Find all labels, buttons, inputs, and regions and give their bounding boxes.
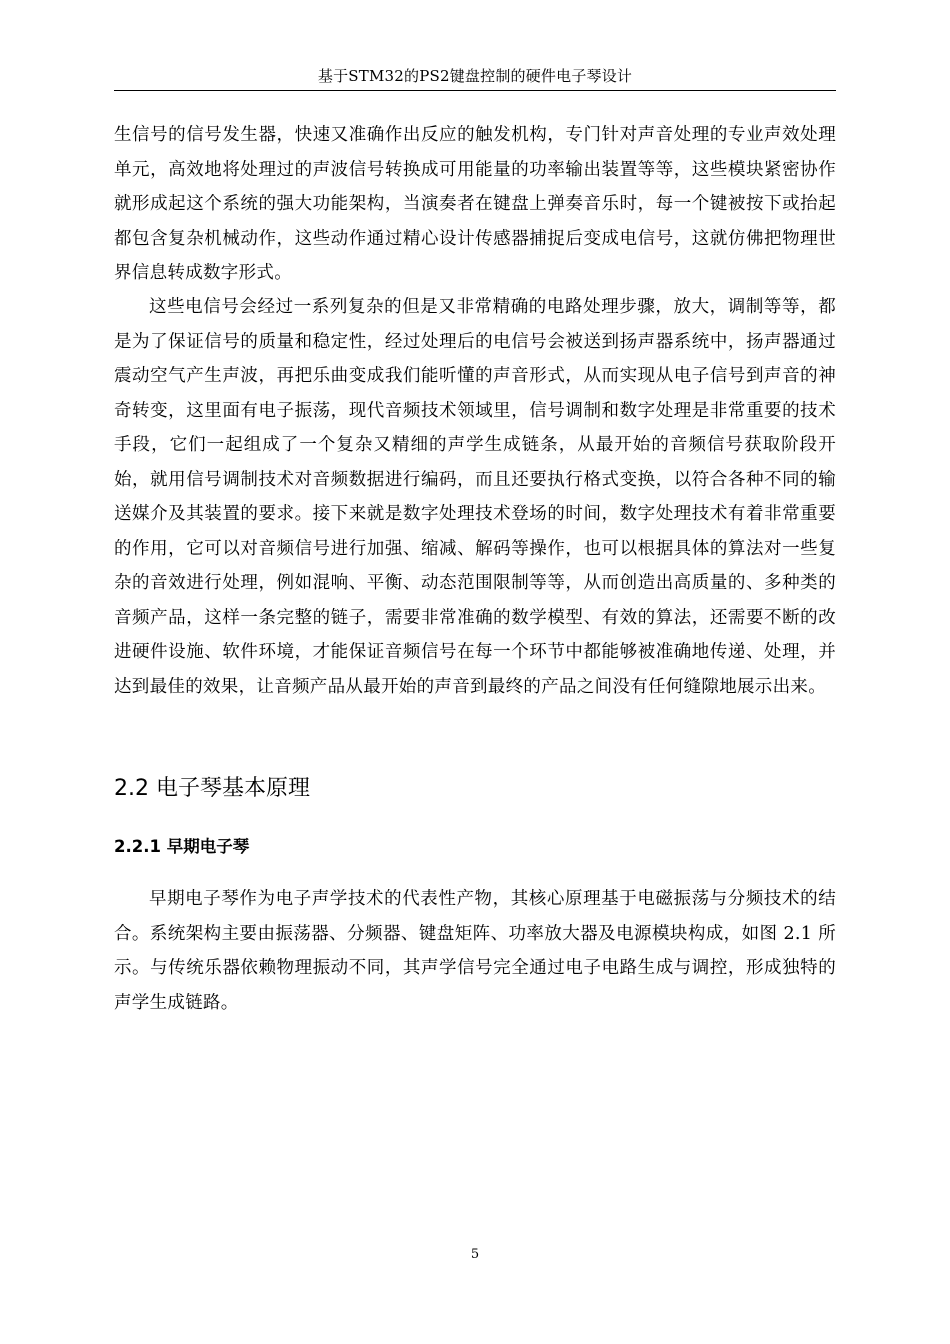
- body-paragraph: 生信号的信号发生器，快速又准确作出反应的触发机构，专门针对声音处理的专业声效处理单元，高效地将处理过的声波信号转换成可用能量的功率输出装置等等，这些模块紧密协作就形成起这个系统的强大功能架构，当演奏者在键盘上弹奏音乐时，每一个键被按下或抬起都包含复杂机械动作，这些动作通过精心设计传感器捕捉后变成电信号，这就仿佛把物理世界信息转成数字形式。: [114, 125, 836, 283]
- running-header: 基于STM32的PS2键盘控制的硬件电子琴设计: [317, 67, 633, 85]
- section-heading: 2.2 电子琴基本原理: [114, 776, 310, 801]
- subsection-heading: 2.2.1 早期电子琴: [114, 837, 250, 856]
- body-paragraph: 早期电子琴作为电子声学技术的代表性产物，其核心原理基于电磁振荡与分频技术的结合。系统架构主要由振荡器、分频器、键盘矩阵、功率放大器及电源模块构成，如图 2.1 所示。与传统乐器依赖物理振动不同，其声学信号完全通过电子电路生成与调控，形成独特的声学生成链路。: [114, 889, 836, 1013]
- header-rule: [114, 90, 836, 91]
- body-paragraph: 这些电信号会经过一系列复杂的但是又非常精确的电路处理步骤，放大，调制等等，都是为了保证信号的质量和稳定性，经过处理后的电信号会被送到扬声器系统中，扬声器通过震动空气产生声波，再把乐曲变成我们能听懂的声音形式，从而实现从电子信号到声音的神奇转变，这里面有电子振荡，现代音频技术领域里，信号调制和数字处理是非常重要的技术手段，它们一起组成了一个复杂又精细的声学生成链条，从最开始的音频信号获取阶段开始，就用信号调制技术对音频数据进行编码，而且还要执行格式变换，以符合各种不同的输送媒介及其装置的要求。接下来就是数字处理技术登场的时间，数字处理技术有着非常重要的作用，它可以对音频信号进行加强、缩减、解码等操作，也可以根据具体的算法对一些复杂的音效进行处理，例如混响、平衡、动态范围限制等等，从而创造出高质量的、多种类的音频产品，这样一条完整的链子，需要非常准确的数学模型、有效的算法，还需要不断的改进硬件设施、软件环境，才能保证音频信号在每一个环节中都能够被准确地传递、处理，并达到最佳的效果，让音频产品从最开始的声音到最终的产品之间没有任何缝隙地展示出来。: [114, 297, 836, 697]
- page-number: 5: [470, 1247, 480, 1262]
